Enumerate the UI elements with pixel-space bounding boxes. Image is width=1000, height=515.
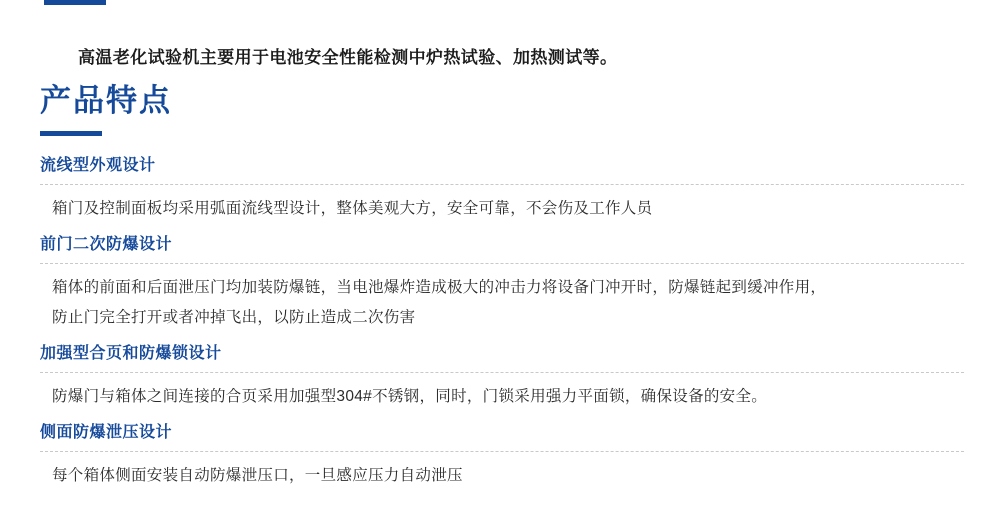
feature-line: 箱体的前面和后面泄压门均加装防爆链，当电池爆炸造成极大的冲击力将设备门冲开时，防爆链起到缓冲作用， (52, 279, 827, 296)
page-title: 产品特点 (40, 83, 172, 118)
intro-paragraph: 高温老化试验机主要用于电池安全性能检测中炉热试验、加热测试等。 (78, 48, 618, 67)
section-heading-underline (40, 131, 102, 136)
feature-line: 每个箱体侧面安装自动防爆泄压口，一旦感应压力自动泄压 (52, 467, 463, 484)
list-item (0, 155, 1000, 234)
feature-body (40, 373, 964, 422)
list-item (0, 234, 1000, 343)
feature-title: 流线型外观设计 (40, 155, 964, 185)
feature-title: 侧面防爆泄压设计 (40, 422, 964, 452)
feature-line: 防止门完全打开或者冲掉飞出，以防止造成二次伤害 (52, 309, 416, 326)
feature-title: 前门二次防爆设计 (40, 234, 964, 264)
feature-title: 加强型合页和防爆锁设计 (40, 343, 964, 373)
feature-line: 箱门及控制面板均采用弧面流线型设计，整体美观大方，安全可靠，不会伤及工作人员 (52, 200, 653, 217)
feature-body (40, 452, 964, 501)
section-heading (40, 80, 172, 136)
list-item (0, 343, 1000, 422)
feature-body (40, 185, 964, 234)
top-heading-underline (44, 0, 106, 5)
list-item (0, 422, 1000, 501)
feature-list (0, 155, 1000, 501)
feature-line: 防爆门与箱体之间连接的合页采用加强型304#不锈钢，同时，门锁采用强力平面锁，确保设备的安全。 (52, 388, 768, 405)
feature-body (40, 264, 964, 343)
